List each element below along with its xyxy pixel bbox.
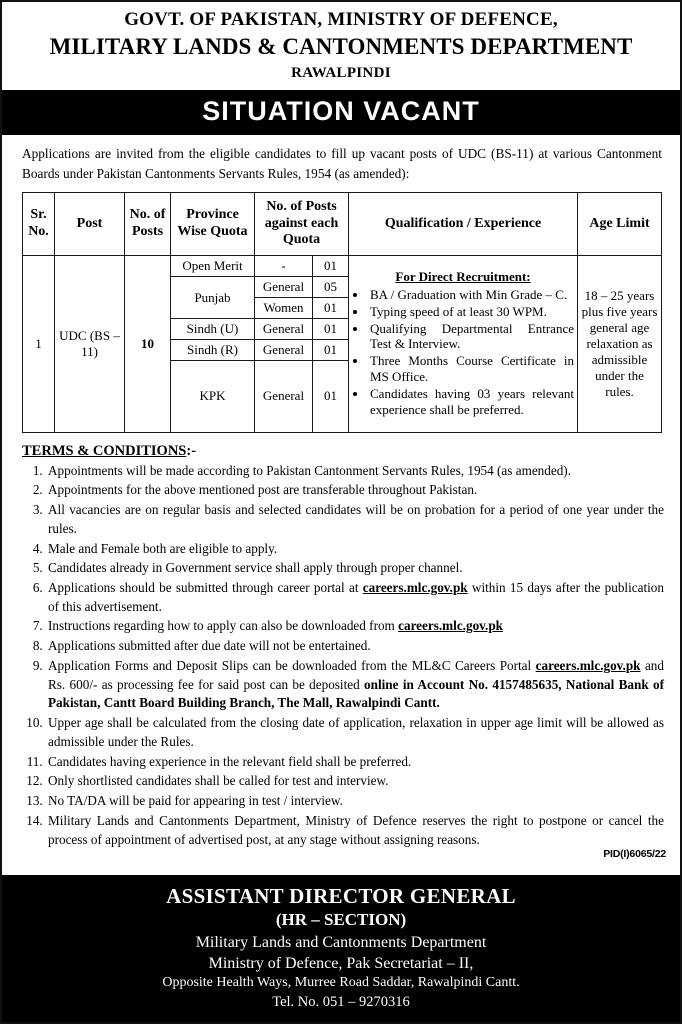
terms-item: 12. Only shortlisted candidates shall be called for test and interview. — [46, 772, 664, 791]
qualification-list — [352, 287, 574, 418]
col-header-qualification: Qualification / Experience — [349, 192, 578, 255]
col-header-posts-against-quota: No. of Posts against each Quota — [255, 192, 349, 255]
bank-account-details: online in Account No. 4157485635, National Bank of Pakistan, Cantt Board Building Branch, The Mall, Rawalpindi Cantt. — [48, 676, 664, 711]
terms-item: 4. Male and Female both are eligible to apply. — [46, 540, 664, 559]
terms-item-pretext: Instructions regarding how to apply can also be downloaded from — [48, 618, 399, 634]
qualification-item: • Qualifying Departmental Entrance Test & Interview. — [368, 321, 574, 353]
terms-heading-suffix: :- — [186, 442, 197, 459]
cell-quota-category: - — [255, 256, 313, 277]
footer-designation: ASSISTANT DIRECTOR GENERAL — [166, 884, 516, 909]
terms-item: 5. Candidates already in Government service shall apply through proper channel. — [46, 559, 664, 578]
table-head — [23, 192, 662, 255]
cell-quota-category: General — [255, 318, 313, 339]
cell-quota-count: 01 — [313, 297, 349, 318]
cell-province: Punjab — [171, 277, 255, 319]
terms-item — [46, 579, 664, 616]
intro-paragraph: Applications are invited from the eligible candidates to fill up vacant posts of UDC (BS-11) at various Cantonment Boards under Pakistan Cantonments Servants Rules, 1954 (as amended): — [22, 146, 662, 181]
terms-item: 10. Upper age shall be calculated from the closing date of application, relaxation in upper age limit will be allowed as admissible under the Rules. — [46, 714, 664, 751]
qualification-heading — [352, 269, 574, 285]
terms-item: 3. All vacancies are on regular basis and selected candidates will be on probation for a period of one year under the rules. — [46, 501, 664, 538]
cell-post: UDC (BS – 11) — [55, 256, 125, 432]
cell-quota-category: General — [255, 339, 313, 360]
terms-item-midtext: and Rs. 600/- as processing fee for said post can be deposited — [48, 657, 664, 692]
table-header-row — [23, 192, 662, 255]
qualification-item: • BA / Graduation with Min Grade – C. — [368, 287, 574, 303]
cell-quota-category: General — [255, 360, 313, 432]
cell-quota-category: Women — [255, 297, 313, 318]
situation-vacant-banner — [2, 90, 680, 135]
qualification-item: • Typing speed of at least 30 WPM. — [368, 304, 574, 320]
table-row — [23, 256, 662, 277]
terms-item-pretext: Application Forms and Deposit Slips can be downloaded from the ML&C Careers Portal — [48, 657, 536, 673]
col-header-sr-no: Sr. No. — [23, 192, 55, 255]
masthead-line-government: GOVT. OF PAKISTAN, MINISTRY OF DEFENCE, — [124, 9, 558, 30]
vacancy-table-wrapper — [2, 188, 680, 433]
cell-province: Sindh (U) — [171, 318, 255, 339]
pid-reference: PID(I)6065/22 — [603, 848, 666, 861]
cell-quota-count: 05 — [313, 277, 349, 298]
cell-province: KPK — [171, 360, 255, 432]
terms-item: 11. Candidates having experience in the relevant field shall be preferred. — [46, 753, 664, 772]
footer-address: Opposite Health Ways, Murree Road Saddar, Rawalpindi Cantt. — [162, 975, 520, 991]
terms-item — [46, 617, 664, 636]
terms-item: 8. Applications submitted after due date will not be entertained. — [46, 637, 664, 656]
terms-item: 1. Appointments will be made according to Pakistan Cantonment Servants Rules, 1954 (as amended). — [46, 462, 664, 481]
terms-and-conditions-heading — [2, 433, 680, 462]
terms-item — [46, 657, 664, 713]
table-body — [23, 256, 662, 432]
qualification-heading-colon: : — [526, 269, 531, 285]
masthead-line-city: RAWALPINDI — [291, 64, 391, 81]
terms-list — [2, 462, 680, 850]
cell-sr-no: 1 — [23, 256, 55, 432]
cell-qualification — [349, 256, 578, 432]
terms-item: 14. Military Lands and Cantonments Department, Ministry of Defence reserves the right to postpone or cancel the process of appointment of advertised post, at any stage without assigning reasons. — [46, 812, 664, 849]
terms-item-posttext: within 15 days after the publication of this advertisement. — [48, 579, 664, 614]
qualification-heading-text: For Direct Recruitment — [395, 269, 527, 285]
cell-quota-count: 01 — [313, 256, 349, 277]
careers-portal-link[interactable]: careers.mlc.gov.pk — [362, 579, 468, 595]
terms-item: 13. No TA/DA will be paid for appearing in test / interview. — [46, 792, 664, 811]
banner-title: SITUATION VACANT — [202, 96, 480, 126]
footer-block — [2, 875, 680, 1022]
cell-quota-count: 01 — [313, 360, 349, 432]
qualification-item: • Candidates having 03 years relevant experience shall be preferred. — [368, 386, 574, 418]
masthead — [2, 2, 680, 87]
col-header-no-of-posts: No. of Posts — [125, 192, 171, 255]
cell-province: Open Merit — [171, 256, 255, 277]
qualification-item: • Three Months Course Certificate in MS Office. — [368, 353, 574, 385]
careers-portal-link[interactable]: careers.mlc.gov.pk — [535, 657, 641, 673]
terms-item: 2. Appointments for the above mentioned post are transferable throughout Pakistan. — [46, 481, 664, 500]
footer-telephone: Tel. No. 051 – 9270316 — [272, 993, 410, 1010]
masthead-line-department: MILITARY LANDS & CANTONMENTS DEPARTMENT — [49, 33, 633, 59]
careers-portal-link[interactable]: careers.mlc.gov.pk — [398, 618, 503, 634]
cell-quota-count: 01 — [313, 318, 349, 339]
terms-item-pretext: Applications should be submitted through career portal at — [48, 579, 363, 595]
terms-heading-text: TERMS & CONDITIONS — [22, 442, 187, 459]
col-header-age-limit: Age Limit — [578, 192, 662, 255]
footer-ministry: Ministry of Defence, Pak Secretariat – II, — [208, 954, 474, 972]
cell-province: Sindh (R) — [171, 339, 255, 360]
col-header-province-wise-quota: Province Wise Quota — [171, 192, 255, 255]
cell-no-of-posts: 10 — [125, 256, 171, 432]
cell-age-limit: 18 – 25 years plus five years general age relaxation as admissible under the rules. — [578, 256, 662, 432]
footer-section: (HR – SECTION) — [275, 910, 407, 930]
cell-quota-category: General — [255, 277, 313, 298]
col-header-post: Post — [55, 192, 125, 255]
cell-quota-count: 01 — [313, 339, 349, 360]
vacancy-table — [22, 192, 662, 433]
footer-department: Military Lands and Cantonments Department — [195, 933, 487, 951]
